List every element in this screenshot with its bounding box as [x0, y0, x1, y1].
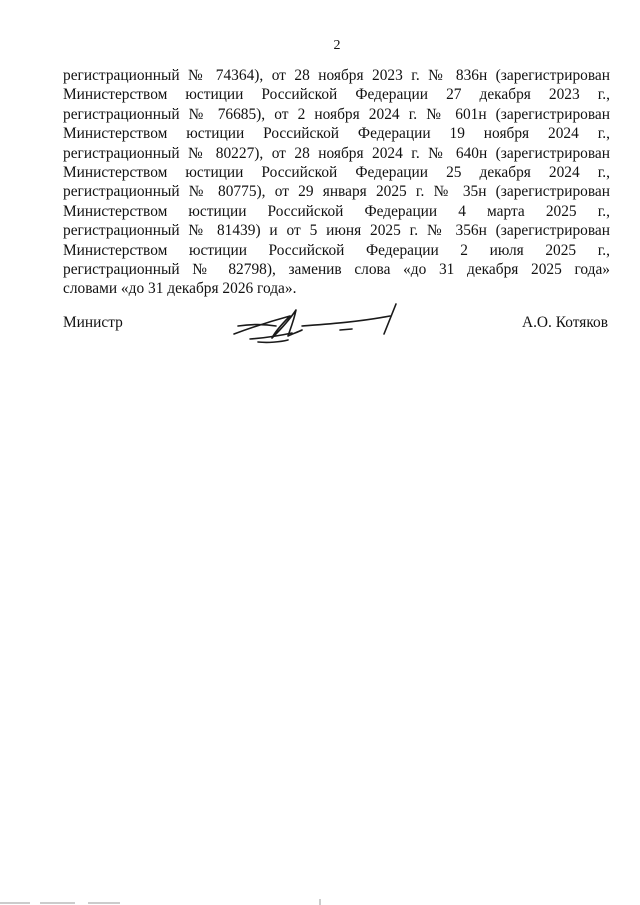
document-body: [63, 66, 610, 299]
body-line: Министерством юстиции Российской Федерации 4 марта 2025 г.,: [63, 202, 610, 220]
signatory-position: Министр: [63, 314, 123, 331]
handwritten-signature: [228, 296, 408, 346]
body-line: Министерством юстиции Российской Федерации 19 ноября 2024 г.,: [63, 125, 610, 143]
page-number: 2: [333, 38, 341, 53]
body-line: регистрационный № 82798), заменив слова «до 31 декабря 2025 года»: [63, 260, 610, 278]
body-line: регистрационный № 74364), от 28 ноября 2023 г. № 836н (зарегистрирован: [63, 67, 610, 84]
scan-edge-marks: [0, 897, 640, 905]
body-line: Министерством юстиции Российской Федерации 27 декабря 2023 г.,: [63, 86, 610, 104]
body-line: регистрационный № 81439) и от 5 июня 2025 г. № 356н (зарегистрирован: [63, 222, 610, 240]
body-line: регистрационный № 76685), от 2 ноября 2024 г. № 601н (зарегистрирован: [63, 105, 610, 123]
body-line: Министерством юстиции Российской Федерации 2 июля 2025 г.,: [63, 241, 610, 259]
body-line: регистрационный № 80227), от 28 ноября 2024 г. № 640н (зарегистрирован: [63, 144, 610, 162]
signatory-name: А.О. Котяков: [521, 314, 608, 331]
body-line: регистрационный № 80775), от 29 января 2025 г. № 35н (зарегистрирован: [63, 183, 610, 201]
body-line: Министерством юстиции Российской Федерации 25 декабря 2024 г.,: [63, 163, 610, 181]
body-line-last: словами «до 31 декабря 2026 года».: [63, 280, 297, 298]
